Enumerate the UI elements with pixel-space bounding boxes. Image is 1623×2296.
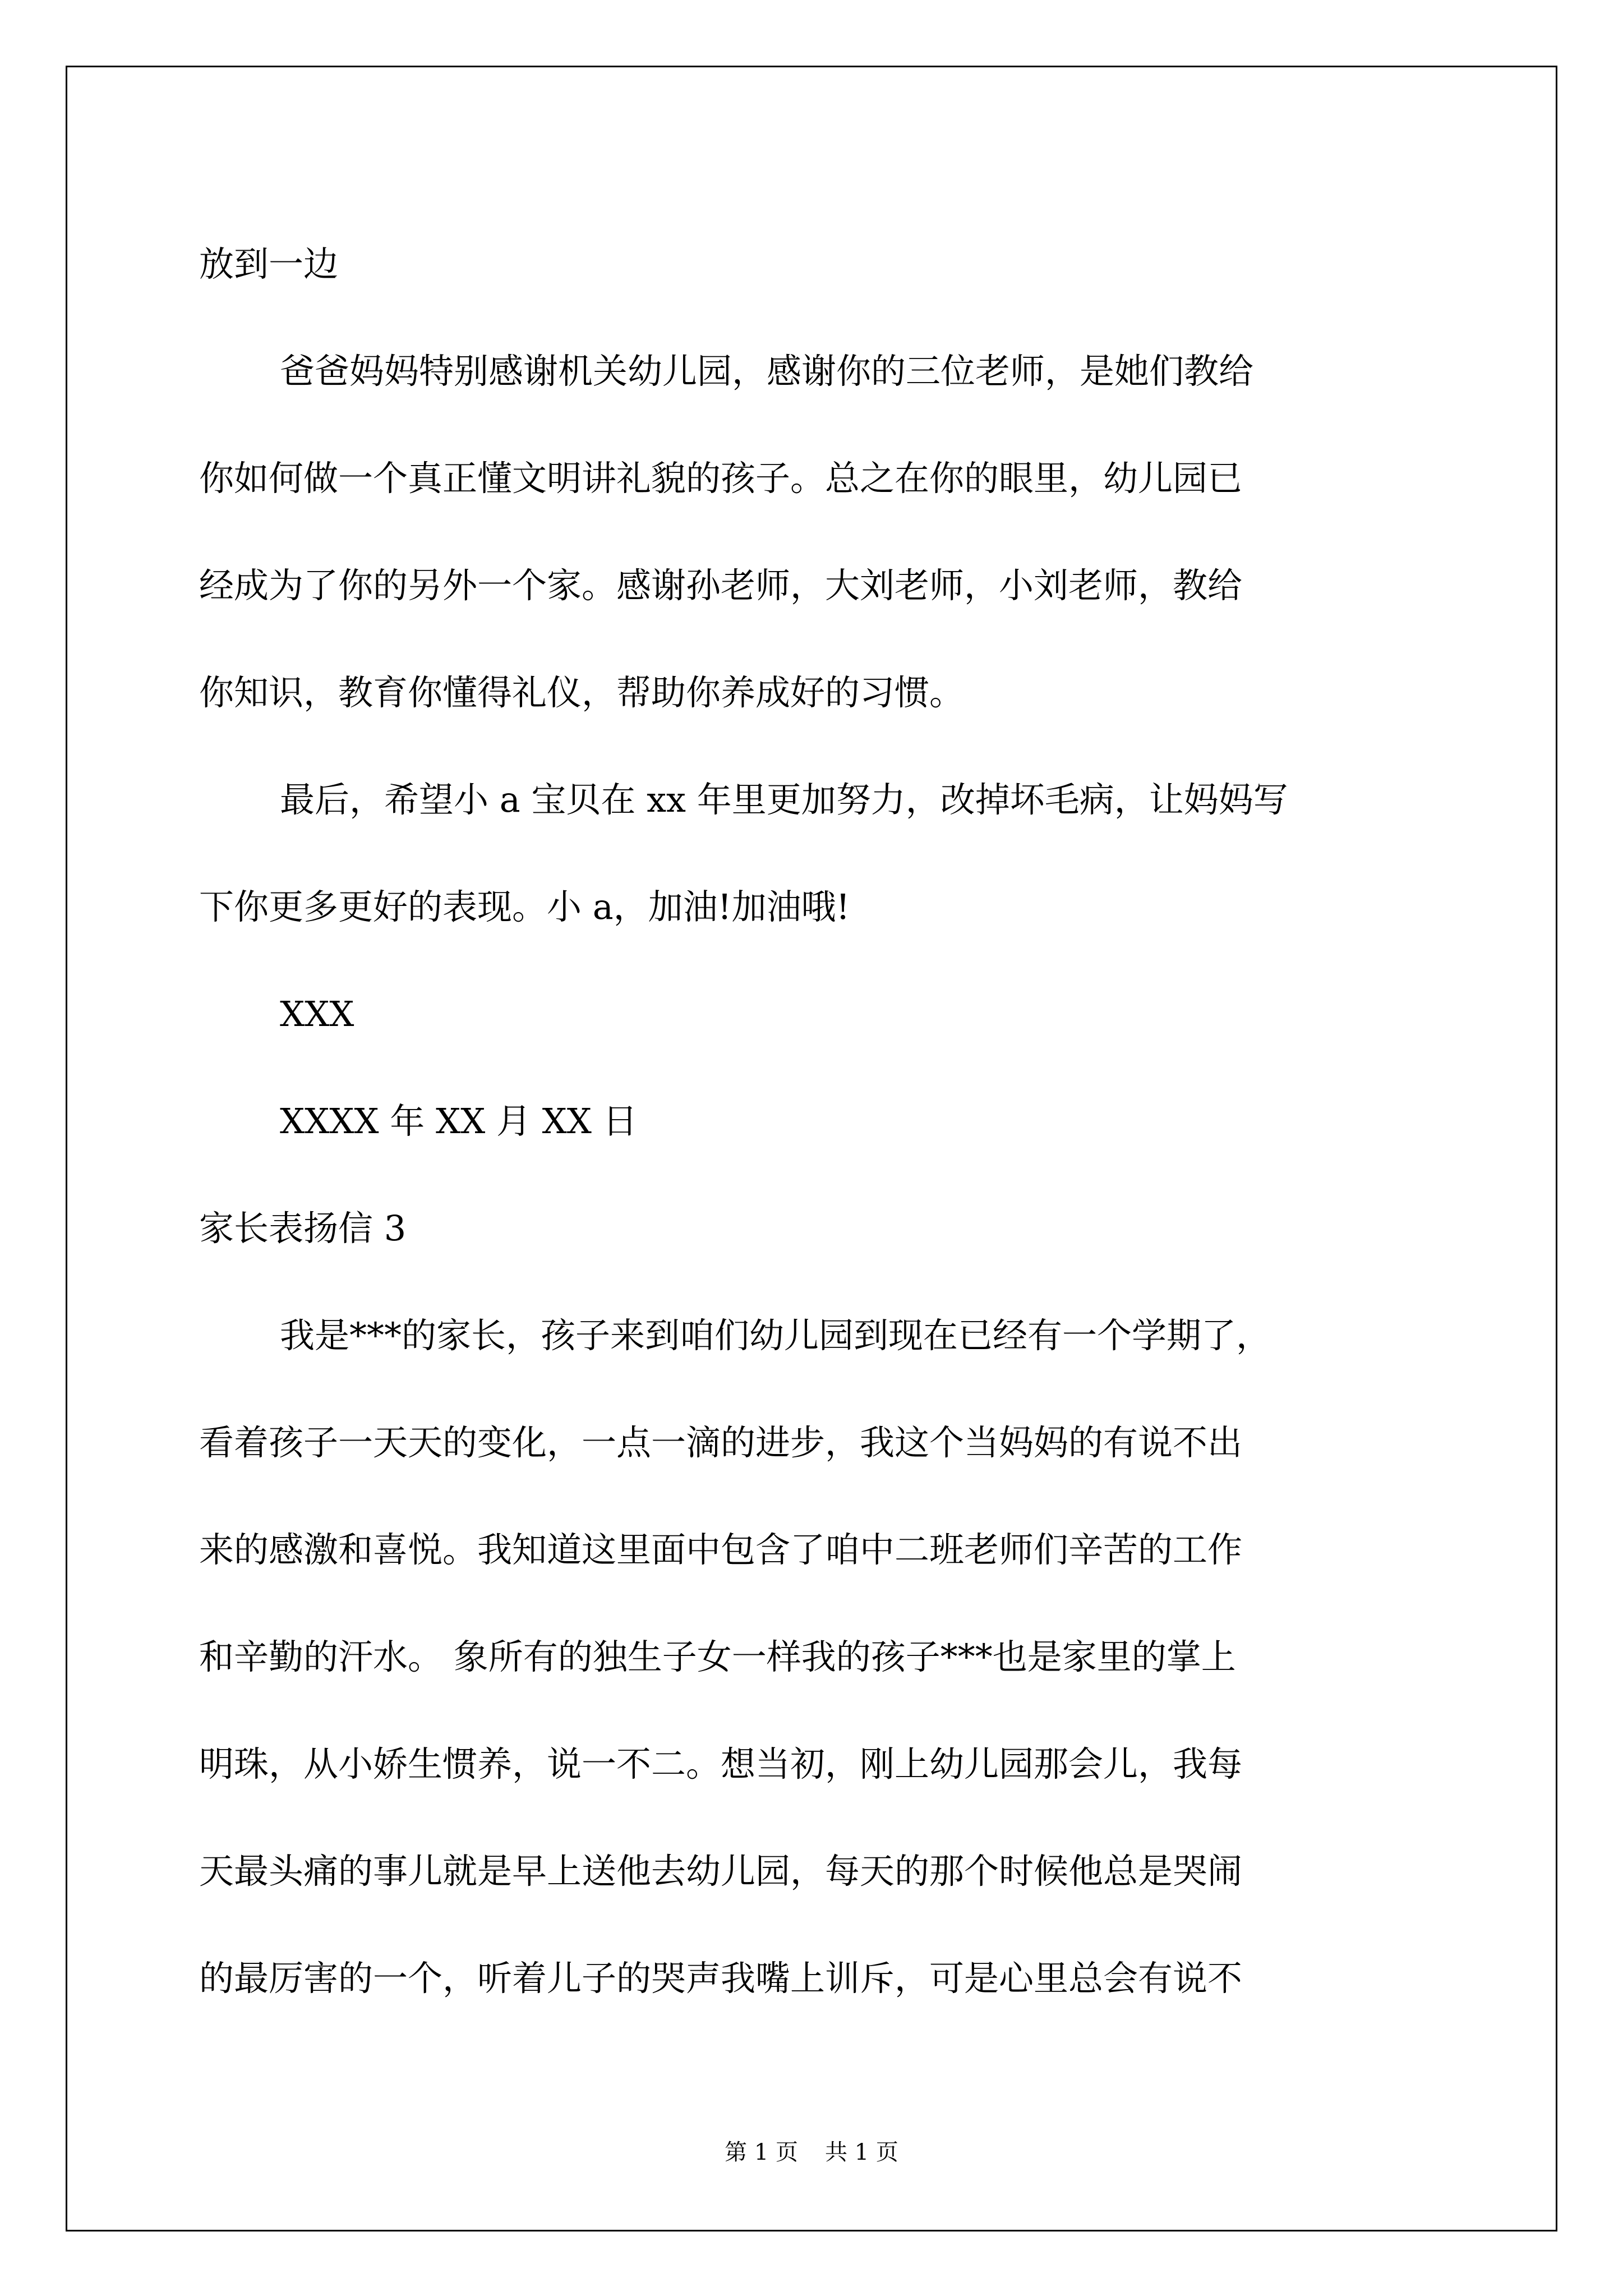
text-line: 看着孩子一天天的变化，一点一滴的进步，我这个当妈妈的有说不出 bbox=[199, 1422, 1243, 1463]
page-number: 第 1 页 bbox=[725, 2139, 798, 2165]
section-title: 家长表扬信 3 bbox=[199, 1208, 407, 1249]
signature: XXX bbox=[280, 993, 354, 1034]
page-footer bbox=[0, 2134, 1623, 2166]
text-line: 我是***的家长，孩子来到咱们幼儿园到现在已经有一个学期了， bbox=[280, 1315, 1271, 1356]
text-line: 你知识，教育你懂得礼仪，帮助你养成好的习惯。 bbox=[199, 672, 965, 713]
text-line: 放到一边 bbox=[199, 243, 339, 284]
text-line: 经成为了你的另外一个家。感谢孙老师，大刘老师，小刘老师，教给 bbox=[199, 565, 1243, 606]
text-line: 明珠，从小娇生惯养，说一不二。想当初，刚上幼儿园那会儿，我每 bbox=[199, 1743, 1243, 1784]
text-line: 和辛勤的汗水。 象所有的独生子女一样我的孩子***也是家里的掌上 bbox=[199, 1636, 1236, 1677]
text-line: 来的感激和喜悦。我知道这里面中包含了咱中二班老师们辛苦的工作 bbox=[199, 1529, 1243, 1570]
text-line: 的最厉害的一个，听着儿子的哭声我嘴上训斥，可是心里总会有说不 bbox=[199, 1958, 1243, 1999]
page-total: 共 1 页 bbox=[825, 2139, 898, 2165]
text-line: 下你更多更好的表现。小 a，加油!加油哦! bbox=[199, 886, 850, 927]
document-body bbox=[199, 210, 1433, 2032]
text-line: 你如何做一个真正懂文明讲礼貌的孩子。总之在你的眼里，幼儿园已 bbox=[199, 458, 1243, 499]
date: XXXX 年 XX 月 XX 日 bbox=[280, 1101, 638, 1142]
text-line: 天最头痛的事儿就是早上送他去幼儿园，每天的那个时候他总是哭闹 bbox=[199, 1851, 1243, 1892]
text-line: 最后，希望小 a 宝贝在 xx 年里更加努力，改掉坏毛病，让妈妈写 bbox=[280, 779, 1288, 820]
text-line: 爸爸妈妈特别感谢机关幼儿园，感谢你的三位老师，是她们教给 bbox=[280, 351, 1254, 392]
